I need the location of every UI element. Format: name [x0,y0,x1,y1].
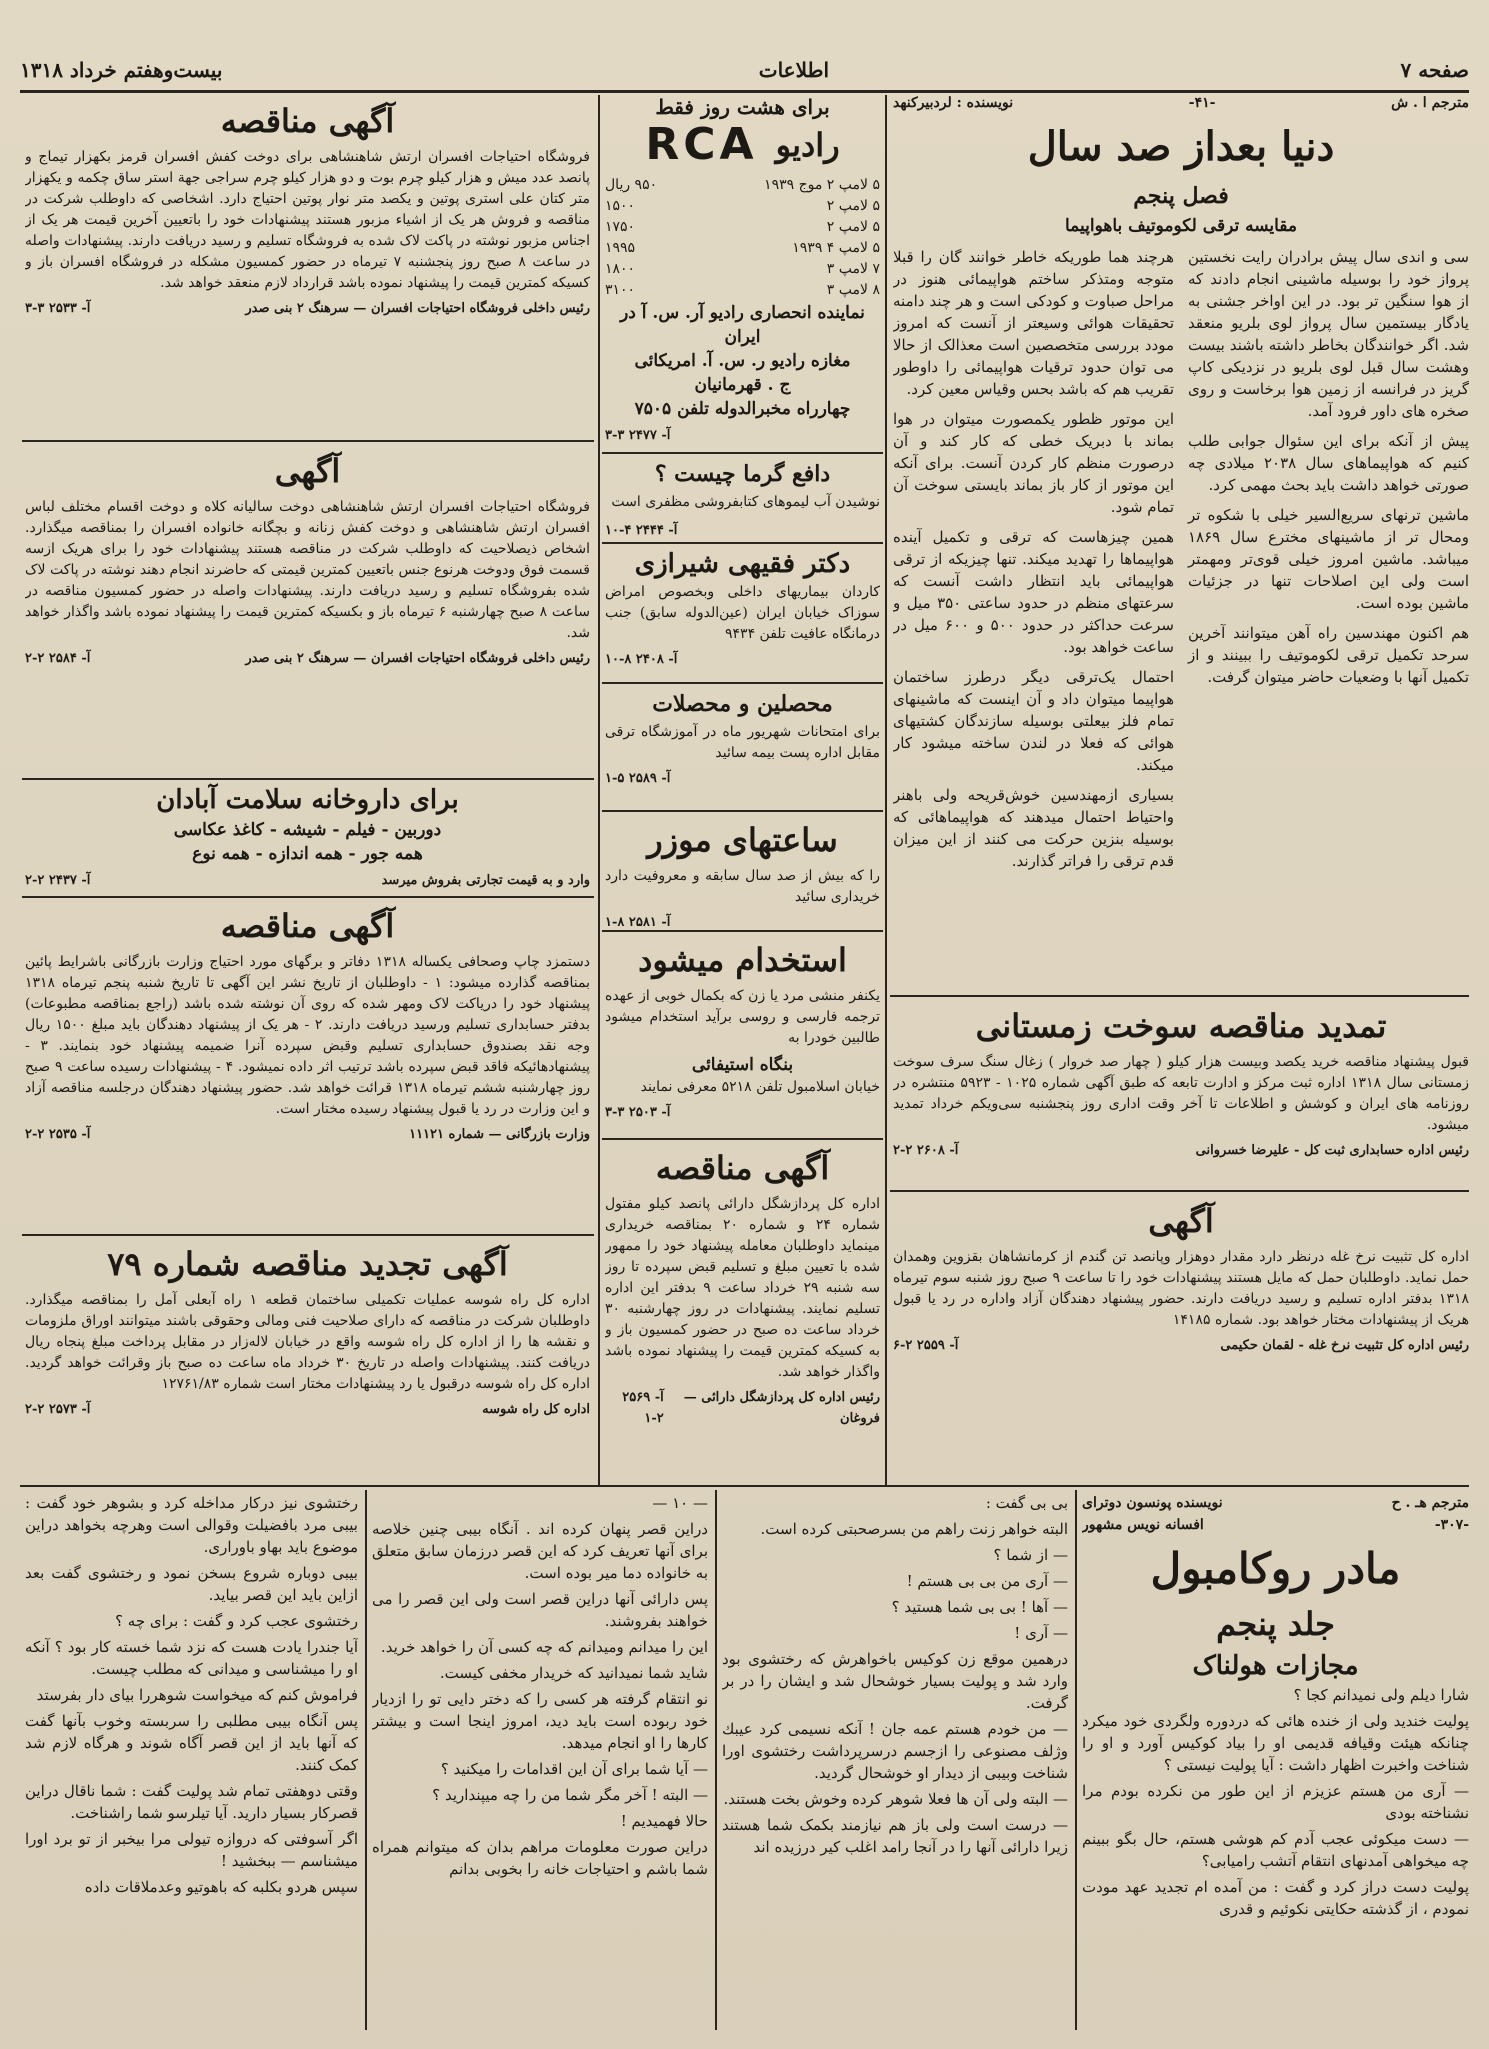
heat-code: آ- ۲۴۴۴ ۴-۱۰ [605,523,678,538]
serial-paragraph: ماشین ترنهای سریع‌السیر خیلی با شکوه تر ومحال تر از ماشینهای مخترع سال ۱۸۶۹ میباشد. ماشین امروز خیلی قوی‌تر ومهمتر است ولی این اصلاحات تنها در جزئیات ماشین بوده است. [1188,506,1469,612]
wire-tender-text: اداره کل پردازشگل دارائی پانصد کیلو مفتول شماره ۲۴ و شماره ۲۰ بمناقصه خریداری مینماید داوطلبان معامله پیشنهاد خود را ممهور شده با تعیین مبلغ و تسلیم قبض سپرده تا روز سه شنبه ۲۹ خرداد ساعت ۹ بدفتر این اداره تسلیم نمایند. پیشنهادات در روز چهارشنبه ۳۰ خرداد ساعت ده صبح در حضور کمسیون باز و به کسیکه کمترین قیمت را پیشنهاد نموده باشد واگذار خواهد شد. [605,1196,880,1380]
novel-paragraph: پولیت دست دراز کرد و گفت : من آمده ام تجدید عهد مودت نمودم ، از گذشته حکایتی نکوئیم و قدری [1082,1878,1469,1918]
heat-text: نوشیدن آب لیموهای کتابفروشی مظفری است [611,494,880,510]
novel-paragraph: نو انتقام گرفته هر کسی را که دختر دایی تو را ازدیار خود ربوده است باید دید، امروز اینجا است و بیشتر کارها را او انجام میدهد. [372,1690,708,1752]
novel-column-1 [1082,1492,1469,2032]
issue-date: بیست‌وهفتم خرداد ۱۳۱۸ [20,58,223,82]
fuel-tender-text: قبول پیشنهاد مناقصه خرید یکصد وبیست هزار کیلو ( چهار صد خروار ) زغال سنگ سرف سوخت زمستانی سال ۱۳۱۸ اداره ثبت مرکز و ادارت تابعه که طبق آگهی شماره ۱۰۲۵ - ۵۹۲۳ منتشره در روزنامه های ایران و کوشش و اطلاعات تا آخر وقت اداری روز پنجشنبه سی‌ویکم خرداد تمدید میشود. [893,1054,1469,1133]
newspaper-name: اطلاعات [758,58,829,82]
hiring-address: خیابان اسلامبول تلفن ۵۲۱۸ معرفی نمایند [640,1079,880,1095]
novel-paragraph: بی بی گفت : [985,1494,1068,1512]
serial-paragraph: سی و اندی سال پیش برادران رایت نخستین پرواز خود را بوسیله ماشینی انجام دادند که از هوا سنگین تر بود. در این اواخر جشنی به یادگار بیستمین سال پرواز لوی بلریو منعقد شد. اگر خوانندگان بخاطر داشته باشند بیست وهشت سال قبل لوی بلریو در نزدیکی کاپ گریز در فرانسه از زمین هوا برخاست و روی صخره های داور فرود آمد. [1188,248,1469,420]
novel-title: مادر روکامبول [1150,1544,1401,1593]
novel-paragraph: شاید شما نمیدانید که خریدار مخفی کیست. [439,1664,708,1682]
novel-paragraph: البته خواهر زنت راهم من بسرصحبتی کرده است. [760,1520,1068,1538]
officers-tender-title: آگهی مناقصه [220,102,395,140]
watches-ad [605,814,880,926]
novel-paragraph: دراین قصر پنهان کرده اند . آنگاه بیبی چنین خلاصه برای آنها تعریف کرد که این قصر درزمان سابق متعلق به خانواده دما میر بوده است. [372,1520,708,1582]
novel-paragraph: — آری من هستم عزیزم از این طور من نکرده بودم مرا نشناخته بودی [1082,1782,1469,1822]
hiring-org: بنگاه استیفائی [691,1055,794,1075]
doctor-title: دکتر فقیهی شیرازی [634,549,851,579]
road-tender-title: آگهی تجدید مناقصه شماره ۷۹ [107,1245,508,1283]
novel-paragraph: پس آنگاه بیبی مطلبی را سربسته وخوب بآنها گفت که آنها باید از این قصر آگاه شوند و هرگاه لازم شد کمک کنند. [25,1712,358,1774]
wheat-notice-ad [893,1195,1469,1480]
novel-paragraph: وقتی دوهفتی تمام شد پولیت گفت : شما ناقال دراین قصرکار بسیار دارید. آیا تیلرسو شما راشناخت. [25,1782,358,1822]
doctor-text: کاردان بیماریهای داخلی وبخصوص امراض سوزاک خیابان ایران (عین‌الدوله سابق) جنب درمانگاه عافیت تلفن ۹۴۳۴ [605,584,880,642]
wire-tender-signature: رئیس اداره کل پردازشگل دارائی — فروغان [683,1390,880,1426]
page-header [20,40,1469,93]
novel-paragraph: — ۱۰ — [652,1494,708,1512]
hiring-code: آ- ۲۵۰۳ ۳-۳ [605,1105,671,1120]
road-tender-code: آ- ۲۵۷۳ ۲-۲ [25,1402,91,1417]
serial-paragraph: احتمال یک‌ترقی دیگر درطرز ساختمان هواپیما میتوان داد و آن اینست که ماشینهای تمام فلز بیعلتی بوسیله سازندگان کشتیهای هوائی که فعلا در لندن ساخته میشود کار میکند. [893,668,1174,774]
novel-paragraph: — آری ! [1014,1624,1068,1642]
rca-code: آ- ۲۴۷۷ ۳-۳ [605,428,671,443]
rca-model-row: ۷ لامپ ۳ ۱۸۰۰ [605,261,880,277]
novel-column-2 [722,1492,1068,2032]
wheat-notice-signature: رئیس اداره کل تثبیت نرخ غله - لقمان حکیمی [1220,1338,1469,1353]
rca-brand: RCA [645,119,758,170]
printing-tender-title: آگهی مناقصه [220,907,395,945]
novel-translator: مترجم هـ . ح [1391,1495,1469,1511]
pharmacy-line-2: همه جور - همه اندازه - همه نوع [192,844,423,864]
wheat-notice-title: آگهی [1148,1202,1214,1240]
novel-part: مجازات هولناک [1192,1651,1359,1681]
rca-address: چهارراه مخبرالدوله تلفن ۷۵۰۵ [634,399,851,419]
pharmacy-line-1: دوربین - فیلم - شیشه - کاغذ عکاسی [173,820,442,840]
rca-agent: نماینده انحصاری رادیو آر. س. آ در ایران [620,303,865,347]
novel-genre: افسانه نویس مشهور [1082,1517,1204,1533]
watches-title: ساعتهای موزر [647,821,838,859]
wire-tender-code: آ- ۲۵۶۹ ۲-۱ [622,1390,664,1426]
novel-paragraph: پس دارائی آنها دراین قصر است ولی این قصر را می خواهند بفروشند. [372,1590,708,1630]
officers-tender-signature: رئیس داخلی فروشگاه احتیاجات افسران — سرهنگ ۲ بنی صدر [245,301,590,316]
students-text: برای امتحانات شهریور ماه در آموزشگاه ترقی مقابل اداره پست بیمه سائید [605,724,880,761]
serial-translator: مترجم ا . ش [1391,95,1469,111]
pharmacy-code: آ- ۲۴۳۷ ۲-۲ [25,873,91,888]
novel-paragraph: — آری من بی بی هستم ! [906,1572,1068,1590]
rca-radio-ad [605,95,880,450]
fuel-tender-code: آ- ۲۶۰۸ ۲-۲ [893,1143,959,1158]
novel-paragraph: فراموش کنم که میخواست شوهررا بیای دار بفرستد [36,1686,358,1704]
uniforms-title: آگهی [274,452,341,490]
serial-paragraph: همین چیزهاست که ترقی و تکمیل آینده هواپیماها را تهدید میکند. تنها چیزیکه از ترقی هواپیمائی باید انتظار داشت آنست که سرعتهای منظم در حدود ساعتی ۳۵۰ میل و سرعت حداکثر در حدود ۵۰۰ و ۶۰۰ میل در ساعت خواهد بود. [893,528,1174,656]
fuel-tender-ad [893,1000,1469,1185]
serial-paragraph: پیش از آنکه برای این سئوال جوابی طلب کنیم که هواپیماهای سال ۲۰۳۸ میلادی چه صورتی خواهد داشت باید بحث مهمی کرد. [1188,432,1469,494]
novel-paragraph: — آیا شما برای آن این اقدامات را میکنید ؟ [440,1760,708,1778]
novel-volume: جلد پنجم [1216,1605,1335,1643]
novel-column-4 [25,1492,358,2032]
printing-tender-ad [25,900,590,1230]
road-tender-text: اداره کل راه شوسه عملیات تکمیلی ساختمان قطعه ۱ راه آبعلی آمل را بمناقصه میگذارد. داوطلبان شرکت در مناقصه که دارای صلاحیت فنی ومالی وحقوقی باشند میتوانند اوراق ملزومات و نقشه ها را از اداره کل راه شوسه واقع در خیابان لاله‌زار در مقابل پرداخت مبلغ پنجاه ریال دریافت کنند. پیشنهادات واصله در تاریخ ۳۰ خرداد ماه ساعت ده صبح باز وقرائت خواهد گردید. اداره کل راه شوسه درقبول یا رد پیشنهادات مختار است شماره ۱۲۷۶۱/۸۳ [25,1292,590,1392]
serial-paragraph: هم اکنون مهندسین راه آهن میتوانند آخرین سرحد تکمیل ترقی لکوموتیف را ببینند و از تکمیل آنها با وضعیات حاضر میتوان گرفت. [1188,624,1469,686]
novel-paragraph: — درست است ولی باز هم نیازمند بکمک شما هستند زیرا دارائی آنها را در آنجا رامد اغلب کیر درزیده اند [722,1816,1068,1856]
novel-paragraph: درهمین موقع زن کوکیس باخواهرش که رختشوی بود وارد شد و پولیت بسیار خوشحال شد و ایشان را در بر گرفت. [722,1650,1068,1712]
serial-title: دنیا بعداز صد سال [1027,123,1335,170]
rca-store: مغازه رادیو ر. س. آ. امریکائی [634,351,851,371]
rca-model-row: ۵ لامپ ۲ ۱۵۰۰ [605,198,880,214]
pharmacy-line-3: وارد و به قیمت تجارتی بفروش میرسد [381,873,590,888]
novel-paragraph: پولیت خندید ولی از خنده هائی که دردوره ولگردی خود میکرد چنانکه هیئت وقیافه قدیمی او را بیاد کوکیس آورد و او را شناخت واخبرت اظهار داشت : آیا پولیت نیستی ؟ [1082,1712,1469,1774]
officers-tender-text: فروشگاه احتیاجات افسران ارتش شاهنشاهی برای دوخت کفش افسران قرمز بکهزار تیماج و پانصد عدد میش و هزار کیلو چرم بوت و دو هزار کیلو چرم سراجی جهة استر ساق چکمه و یکهزار متر کتان علی استری پوتین و یکصد متر نوار پوتین احتیاج دارد. اشخاصی که داوطلب شرکت در مناقصه و فروش هر یک از اشیاء مزبور هستند پیشنهادات خود را باتعیین آخرین قیمت هر یک از اجناس مزبور نوشته در پاکت لاک شده به فروشگاه تسلیم و رسید دریافت دارند. پیشنهادات واصله در ساعت ۸ صبح روز پنجشنبه ۷ تیرماه در حضور کمسیون مشکله در فروشگاه افسران باز و کسیکه کمترین قیمت را پیشنهاد نموده باشد قرارداد لازم منعقد خواهد شد. [25,149,590,291]
hiring-text: یکنفر منشی مرد یا زن که بکمال خوبی از عهده ترجمه فارسی و روسی برآید استخدام میشود طالبین خودرا به [605,988,880,1046]
novel-column-3 [372,1492,708,2032]
pharmacy-ad [25,782,590,892]
rca-owner: ج . قهرمانیان [694,375,791,395]
printing-tender-signature: وزارت بازرگانی — شماره ۱۱۱۲۱ [409,1127,590,1142]
students-title: محصلین و محصلات [652,691,833,717]
novel-paragraph: آیا جندرا یادت هست که نزد شما خسته کار بود ؟ آنکه او را میشناسی و میدانی که مطلب چیست. [25,1638,358,1678]
novel-paragraph: بیبی دوباره شروع بسخن نمود و رختشوی گفت بعد ازاین باید این قصر بیاید. [25,1564,358,1604]
novel-number: -۳۰۷- [1434,1517,1469,1533]
doctor-ad [605,546,880,678]
novel-paragraph: — من خودم هستم عمه جان ! آنکه نسیمی کرد عیبك وژلف مصنوعی را ازجسم درسرپرداشت رختشوی اورا شناخت وبیبی از دیدار او خوشحال گردید. [722,1720,1068,1782]
heat-title: دافع گرما چیست ؟ [654,461,831,487]
novel-paragraph: — از شما ؟ [993,1546,1068,1564]
officers-tender-code: آ- ۲۵۳۳ ۳-۳ [25,301,91,316]
serial-author: نویسنده : لردبیرکنهد [893,95,1014,111]
page-number: صفحه ۷ [1400,58,1469,82]
uniforms-signature: رئیس داخلی فروشگاه احتیاجات افسران — سرهنگ ۲ بنی صدر [245,651,590,666]
fuel-tender-signature: رئیس اداره حسابداری ثبت کل - علیرضا خسروانی [1195,1143,1469,1158]
pharmacy-title: برای داروخانه سلامت آبادان [156,785,459,815]
rca-model-row: ۵ لامپ ۲ ۱۷۵۰ [605,219,880,235]
novel-paragraph: — البته ولی آن ها فعلا شوهر کرده وخوش بخت هستند. [723,1790,1068,1808]
novel-paragraph: اگر آسوفتی که دروازه تیولی مرا بیخبر از تو برد اورا میشناسم — ببخشید ! [25,1830,358,1870]
rca-model-row: ۵ لامپ ۴ ۱۹۳۹ ۱۹۹۵ [605,240,880,256]
heat-ad [605,456,880,514]
watches-text: را که بیش از صد سال سابقه و معروفیت دارد خریداری سائید [605,868,880,905]
novel-paragraph: — آها ! بی بی شما هستید ؟ [891,1598,1068,1616]
wheat-notice-code: آ- ۲۵۵۹ ۲-۶ [893,1338,959,1353]
students-ad [605,686,880,806]
novel-author: نویسنده پونسون دوترای [1082,1495,1223,1511]
watches-code: آ- ۲۵۸۱ ۸-۱ [605,915,671,926]
printing-tender-text: دستمزد چاپ وصحافی یکساله ۱۳۱۸ دفاتر و برگهای مورد احتیاج وزارت بازرگانی باشرایط پائین بمناقصه گذارده میشود: ۱ - داوطلبان از تاریخ نشر این آگهی تا تاریخ شنبه پنجم تیرماه ۱۳۱۸ پیشنهاد خود را دریاکت لاک ومهر شده که روی آن نوشته شده باشد (راجع بمناقصه مطبوعات) بدفتر حسابداری تسلیم ورسید دریافت دارند. ۲ - هر یک از پیشنهاد دهندگان باید مبلغ ۱۵۰۰ ریال وجه نقد بصندوق حسابداری تسلیم وقبض سپرده آنرا ضمیمه پیشنهاد خود بنمایند. ۳ - پیشنهادهائیکه فاقد قبض سپرده باشد ترتیب اثر داده نمیشود. ۴ - پیشنهادات رسیده ساعت ۹ صبح روز چهارشنبه ششم تیرماه ۱۳۱۸ قرائت خواهد شد. حضور پیشنهاد دهندگان درجلسه مناقصه آزاد و این وزارت در رد یا قبول پیشنهاد رسیده مختار است. [25,954,590,1117]
printing-tender-code: آ- ۲۵۳۵ ۲-۲ [25,1127,91,1142]
novel-paragraph: شارا دیلم ولی نمیدانم کجا ؟ [1293,1686,1469,1704]
novel-paragraph: — دست میکوئی عجب آدم کم هوشی هستم، حال بگو ببینم چه میخواهی آمدنهای انتقام آتشب رامیابی؟ [1082,1830,1469,1870]
hiring-title: استخدام میشود [638,941,847,979]
serial-chapter: فصل پنجم [1133,183,1229,209]
wire-tender-ad [605,1142,880,1480]
wheat-notice-text: اداره کل تثبیت نرخ غله درنظر دارد مقدار دوهزار وپانصد تن گندم از کرمانشاهان بقزوین وهمدان حمل نماید. داوطلبان حمل که مایل هستند پیشنهادات خود را تا ساعت ۹ صبح روز شنبه سوم تیرماه ۱۳۱۸ بدفتر اداره تسلیم و رسید دریافت دارند. حضور پیشنهاد دهندگان آزاد واداره در رد یا قبول هریک از پیشنهادات مختار خواهد بود. شماره ۱۴۱۸۵ [893,1249,1469,1328]
rca-lead: برای هشت روز فقط [655,95,830,119]
fuel-tender-title: تمدید مناقصه سوخت زمستانی [975,1007,1387,1045]
novel-paragraph: رختشوی عجب کرد و گفت : برای چه ؟ [115,1612,358,1630]
uniforms-ad [25,445,590,775]
rca-model-row: ۸ لامپ ۳ ۳۱۰۰ [605,282,880,298]
students-code: آ- ۲۵۸۹ ۵-۱ [605,771,671,786]
serial-paragraph: هرچند هما طوریکه خاطر خوانند گان را قبلا متوجه ومتذکر ساختم هواپیمائی هنوز در مراحل صباوت و کودکی است و هر چند دامنه تحقیقات هوائی وسیعتر از آنست که امروز مودد بررسی متخصصین است معذالک از حالا می توان حدود ترقیات هواپیمائی را داوطور تقریب هم که باشد بحس وقیاس معین کرد. [893,248,1174,398]
serial-paragraph: بسیاری ازمهندسین خوش‌قریحه ولی باهنر واحتیاط احتمال میدهند که هواپیماهائی که بوسیله بنزین حرکت می کنند از این میزان قدم ترقی را فراتر گذارند. [893,786,1174,870]
novel-paragraph: — البته ! آخر مگر شما من را چه میپندارید ؟ [432,1786,708,1804]
serial-story [893,92,1469,992]
serial-section: مقایسه ترقی لکوموتیف باهواپیما [1064,216,1297,236]
novel-paragraph: رختشوی نیز درکار مداخله کرد و بشوهر خود گفت : بیبی مرد بافضیلت وقوالی است وهرچه بخواهد دراین موضوع باید بهاو باوراری. [25,1494,358,1556]
novel-paragraph: سپس هردو بکلبه که باهوتیو وعدملاقات داده [84,1878,358,1896]
novel-paragraph: حالا فهمیدیم ! [620,1812,708,1830]
rca-title: رادیو [775,126,840,164]
serial-paragraph: این موتور ظطور یکمصورت میتوان در هوا بماند با دبریک خطی که کار کند و آن درصورت منظم کار کردن آنست. برای آنکه این موتور از کار باز بماند بایستی سوخت آن تمام شود. [893,410,1174,516]
novel-paragraph: این را میدانم ومیدانم که چه کسی آن را خواهد خرید. [380,1638,708,1656]
novel-paragraph: دراین صورت معلومات مراهم بدان که میتوانم همراه شما باشم و احتیاجات خانه را بخوبی بدانم [372,1838,708,1878]
hiring-ad [605,934,880,1134]
rca-model-row: ۵ لامپ ۲ موج ۱۹۳۹ ۹۵۰ ریال [605,177,880,193]
road-tender-ad [25,1238,590,1480]
uniforms-text: فروشگاه احتیاجات افسران ارتش شاهنشاهی دوخت سالیانه کلاه و دوخت اقسام مختلف لباس افسران ارتش شاهنشاهی و دوخت کفش زنانه و بچگانه خانواده افسران را بمناقصه میگذارد. اشخاص ذیصلاحیت که داوطلب شرکت در مناقصه هستند پیشنهادات خود را برای هریک ازسه قسمت فوق ودوخت هرنوع جنس باتعیین کمترین قیمتی که حاضرند انجام دهند نوشته در پاکت لاک شده بفروشگاه تسلیم و رسید دریافت دارند. پیشنهادات واصله در حضور کمسیون مناقصه در ساعت ۸ صبح چهارشنبه ۶ تیرماه باز و بکسیکه کمترین قیمت را پیشنهاد نموده باشد واگذار خواهد شد. [25,499,590,641]
doctor-code: آ- ۲۴۰۸ ۸-۱۰ [605,652,678,667]
officers-store-tender-ad [25,95,590,435]
uniforms-code: آ- ۲۵۸۴ ۲-۲ [25,651,91,666]
road-tender-signature: اداره کل راه شوسه [482,1402,590,1417]
wire-tender-title: آگهی مناقصه [655,1149,830,1187]
serial-part: -۴۱- [1188,95,1216,111]
